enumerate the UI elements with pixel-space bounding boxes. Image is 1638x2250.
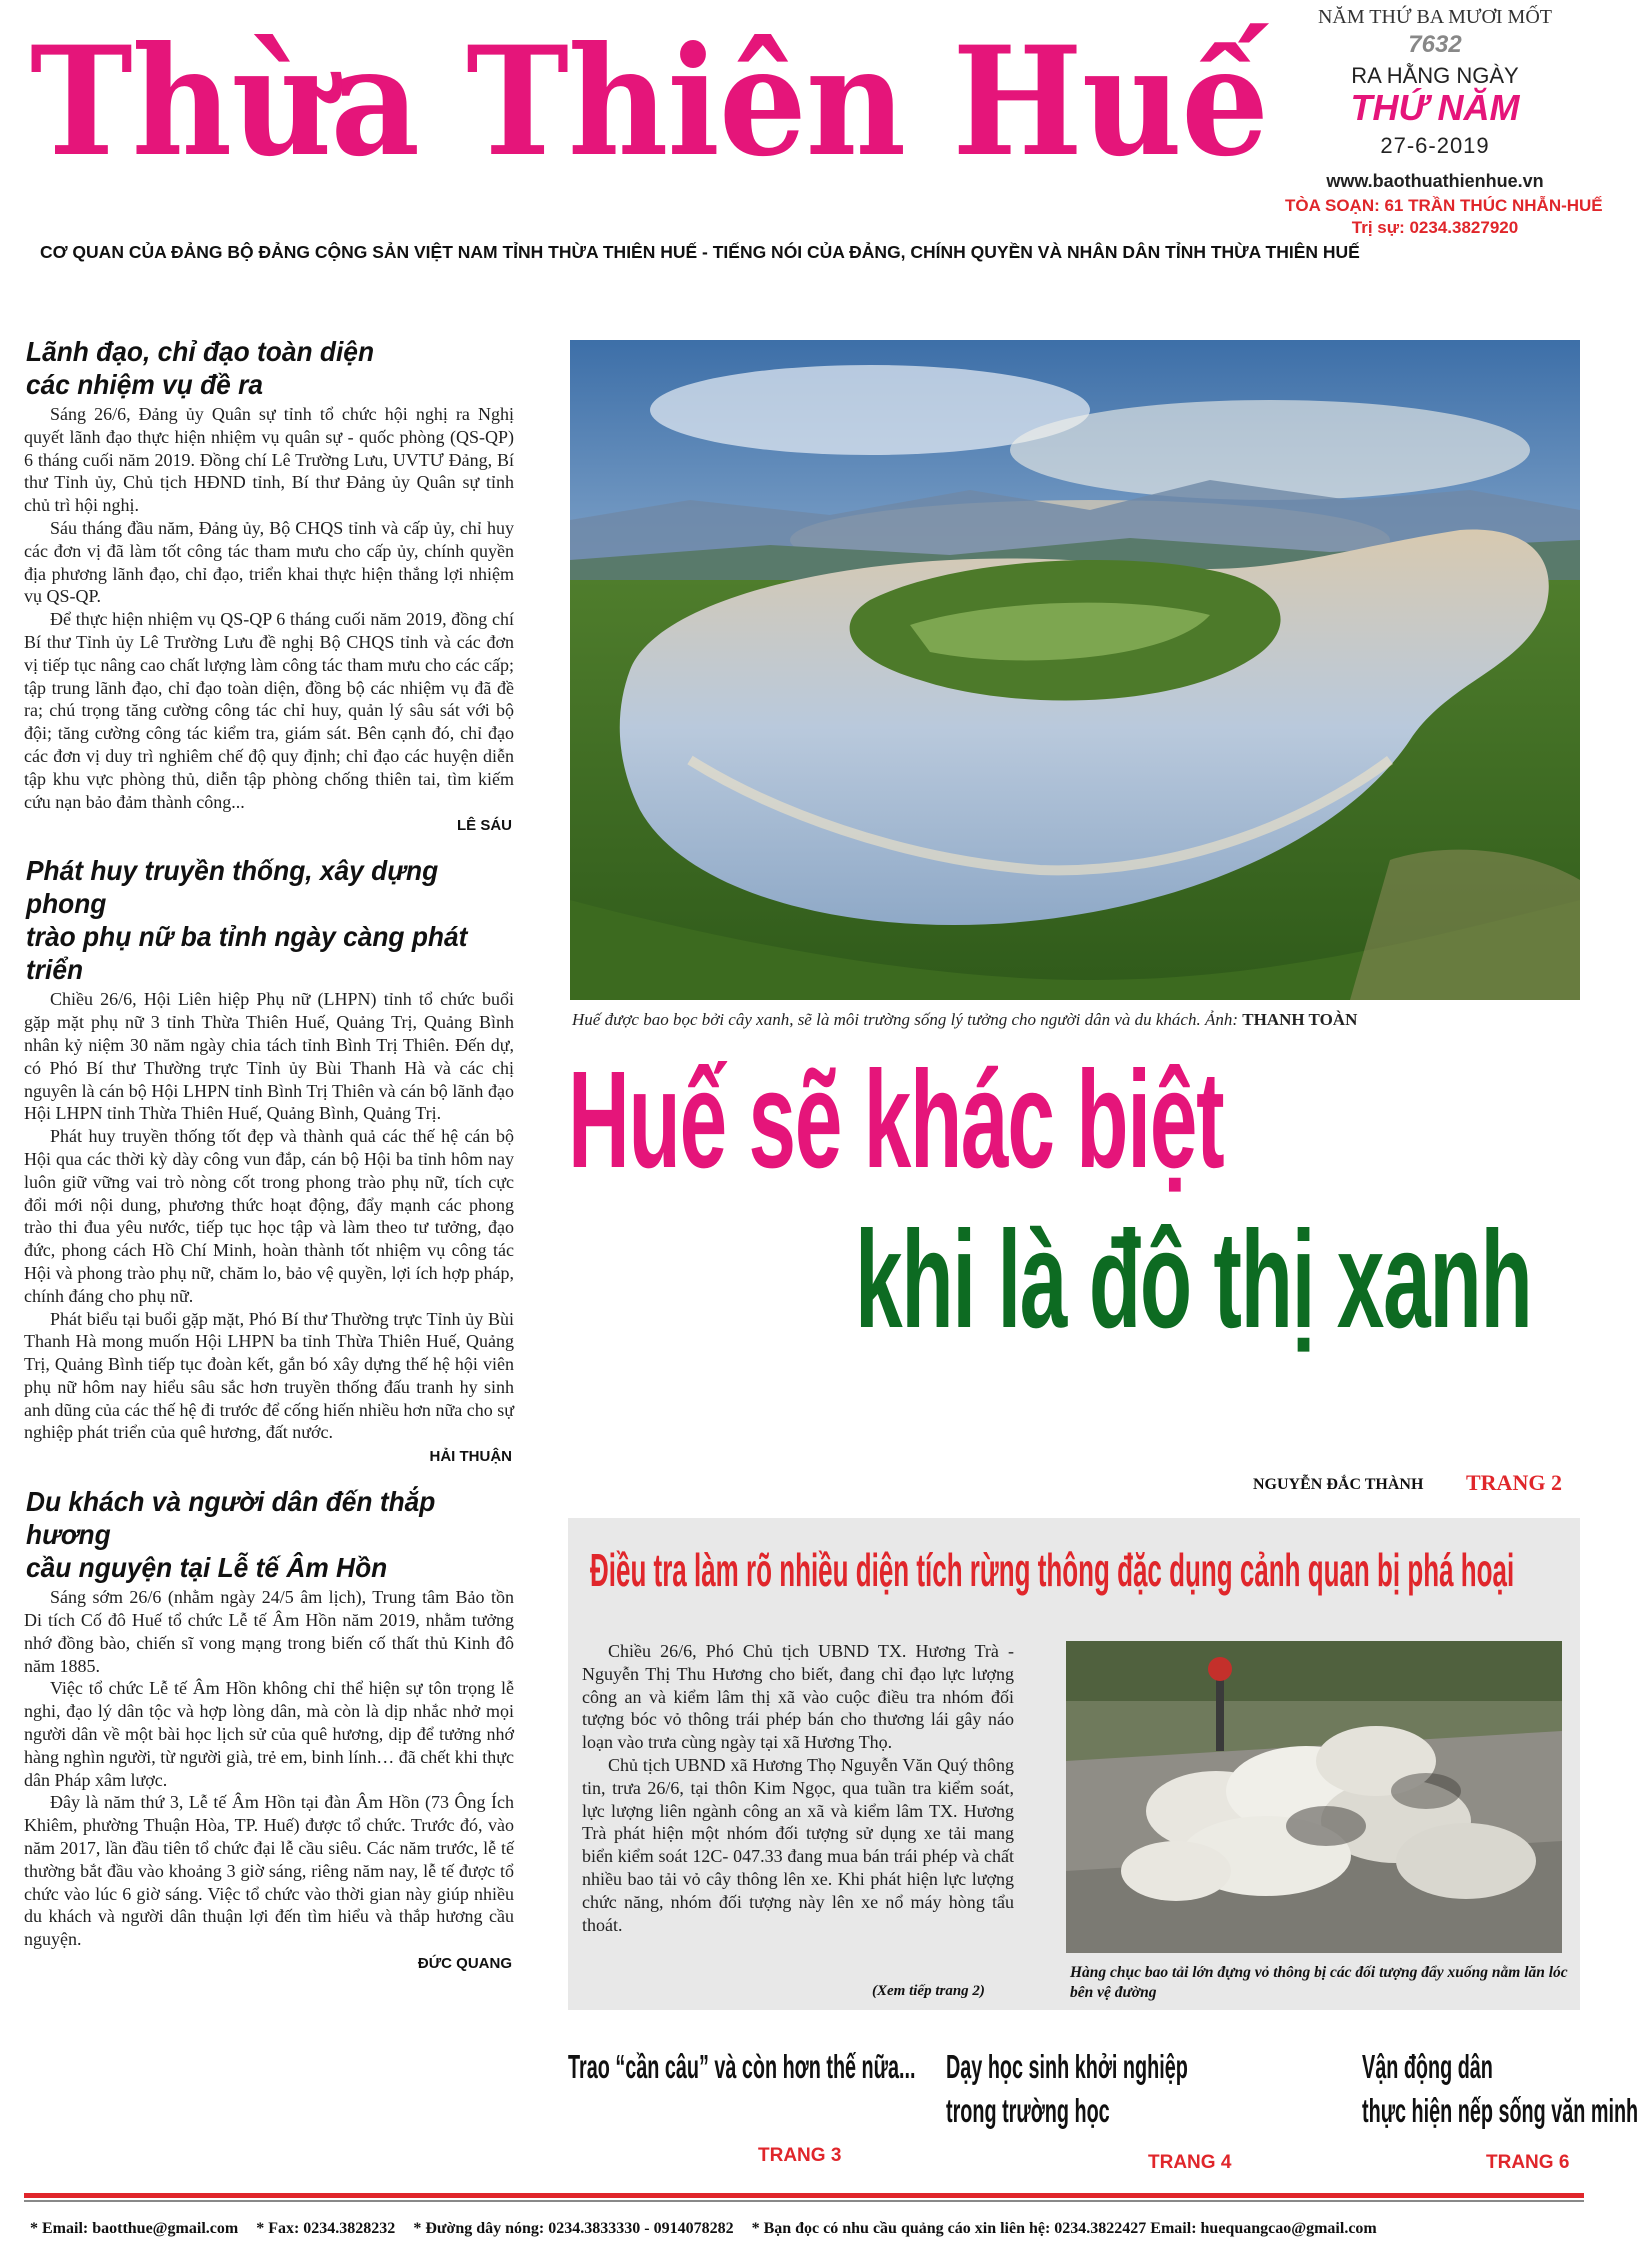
article-author: HẢI THUẬN (429, 1448, 512, 1466)
article (24, 854, 514, 1465)
photo-credit: THANH TOÀN (1242, 1010, 1358, 1029)
article-title[interactable] (26, 854, 485, 986)
teaser-line: Dạy học sinh khởi nghiệp (946, 2048, 1188, 2085)
masthead-tagline: CƠ QUAN CỦA ĐẢNG BỘ ĐẢNG CỘNG SẢN VIỆT NAM TỈNH THỪA THIÊN HUẾ - TIẾNG NÓI CỦA ĐẢNG, CHÍNH QUYỀN VÀ NHÂN DÂN TỈNH THỪA THIÊN HUẾ (40, 242, 1360, 262)
teaser-line: thực hiện nếp sống văn minh (1362, 2092, 1638, 2129)
issue-weekday: THỨ NĂM (1350, 87, 1520, 128)
article-title[interactable] (26, 1485, 485, 1584)
article-title-line: Lãnh đạo, chỉ đạo toàn diện (26, 336, 375, 367)
lead-headline-line2[interactable]: khi là đô thị xanh (855, 1203, 1532, 1357)
photo-caption (572, 1010, 1582, 1030)
issue-frequency: RA HẰNG NGÀY (1351, 63, 1519, 88)
river-landscape-photo[interactable] (570, 340, 1580, 1000)
article-author: ĐỨC QUANG (417, 1955, 512, 1973)
story-paragraph: Chiều 26/6, Phó Chủ tịch UBND TX. Hương Trà - Nguyễn Thị Thu Hương cho biết, đang chỉ đạo lực lượng công an và kiểm lâm thị xã vào cuộc điều tra nhóm đối tượng bóc vỏ thông trái phép bán cho thương lái gây náo loạn vào trưa cùng ngày tại xã Hương Thọ. (582, 1641, 1014, 1753)
teaser-page-ref[interactable]: TRANG 4 (1148, 2152, 1232, 2173)
article-paragraph: Phát biểu tại buổi gặp mặt, Phó Bí thư Thường trực Tỉnh ủy Bùi Thanh Hà mong muốn Hội LHPN ba tỉnh Thừa Thiên Huế, Quảng Trị, Quảng Bình tiếp tục đoàn kết, gắn bó xây dựng thế hệ hội viên phụ nữ hôm nay hiểu sâu sắc hơn truyền thống đấu tranh hy sinh anh dũng của các thế hệ đi trước để cống hiến nhiều hơn nữa cho sự nghiệp phát triển của quê hương, đất nước. (24, 1308, 514, 1443)
article-paragraph: Đây là năm thứ 3, Lễ tế Âm Hồn tại đàn Âm Hồn (73 Ông Ích Khiêm, phường Thuận Hòa, TP. Huế) được tổ chức. Trước đó, vào năm 2017, lần đầu tiên tổ chức đại lễ cầu siêu. Các năm trước, lễ tế thường bắt đầu vào khoảng 3 giờ sáng, riêng năm nay, lễ tế được tổ chức vào lúc 6 giờ sáng. Việc tổ chức vào thời gian này giúp nhiều du khách và người dân thuận lợi đến tìm hiểu và thắp hương cầu nguyện. (24, 1792, 514, 1950)
teaser-line: trong trường học (946, 2092, 1110, 2129)
story-photo-caption: Hàng chục bao tải lớn đựng vỏ thông bị các đối tượng đẩy xuống nằm lăn lóc bên vệ đường (1070, 1964, 1568, 2001)
issue-info (1285, 2, 1603, 272)
lead-headline-line1[interactable]: Huế sẽ khác biệt (568, 1043, 1224, 1197)
issue-year: NĂM THỨ BA MƯƠI MỐT (1317, 6, 1552, 28)
teaser-title[interactable] (1362, 2045, 1638, 2133)
article-paragraph: Sáng 26/6, Đảng ủy Quân sự tỉnh tổ chức hội nghị ra Nghị quyết lãnh đạo thực hiện nhiệm vụ quân sự - quốc phòng (QS-QP) 6 tháng cuối năm 2019. Đồng chí Lê Trường Lưu, UVTƯ Đảng, Bí thư Tỉnh ủy, Chủ tịch HĐND tỉnh, Bí thư Đảng ủy Quân sự tỉnh chủ trì hội nghị. (24, 404, 514, 516)
footer-divider (24, 2193, 1584, 2198)
footer-hotline: * Đường dây nóng: 0234.3833330 - 0914078282 (413, 2220, 734, 2237)
story-body (582, 1640, 1014, 1936)
footer-contacts (30, 2220, 1590, 2238)
article-body (24, 1586, 514, 1951)
lead-author: NGUYỄN ĐẮC THÀNH (1253, 1476, 1424, 1493)
newspaper-title: Thừa Thiên Huế (30, 14, 1269, 190)
website-link[interactable]: www.baothuathienhue.vn (1326, 171, 1544, 191)
teaser-line: Vận động dân (1362, 2048, 1493, 2085)
footer-divider (24, 2200, 1584, 2202)
caption-text: Huế được bao bọc bởi cây xanh, sẽ là môi trường sống lý tưởng cho người dân và du khách. Ảnh: (572, 1010, 1243, 1029)
article-paragraph: Để thực hiện nhiệm vụ QS-QP 6 tháng cuối năm 2019, đồng chí Bí thư Tỉnh ủy Lê Trường Lưu đề nghị Bộ CHQS tỉnh và các đơn vị tiếp tục nâng cao chất lượng làm công tác tham mưu cho các cấp; tập trung lãnh đạo, chỉ đạo toàn diện, đồng bộ các nhiệm vụ đã đề ra; chú trọng tăng cường công tác chỉ huy, quản lý sâu sát với bộ đội; tăng cường công tác kiểm tra, giám sát. Bên cạnh đó, chỉ đạo các đơn vị duy trì nghiêm chế độ quy định; chỉ đạo các huyện diễn tập khu vực phòng thủ, diễn tập phòng chống thiên tai, tìm kiếm cứu nạn bảo đảm thành công... (24, 609, 514, 812)
article-title-line: Du khách và người dân đến thắp hương (26, 1486, 436, 1551)
article-author: LÊ SÁU (456, 817, 512, 835)
article-paragraph: Chiều 26/6, Hội Liên hiệp Phụ nữ (LHPN) tỉnh tổ chức buổi gặp mặt phụ nữ 3 tỉnh Thừa Thiên Huế, Quảng Trị, Quảng Bình nhân kỷ niệm 30 năm ngày chia tách tỉnh Bình Trị Thiên. Đến dự, có Phó Bí thư Thường trực Tỉnh ủy Bùi Thanh Hà và các chị nguyên là cán bộ Hội LHPN tỉnh Bình Trị Thiên và cán bộ lãnh đạo Hội LHPN tỉnh Thừa Thiên Huế, Quảng Bình, Quảng Trị. (24, 989, 514, 1124)
article-paragraph: Việc tổ chức Lễ tế Âm Hồn không chỉ thể hiện sự tôn trọng lễ nghi, đạo lý dân tộc và hợp lòng dân, mà còn là dịp nhắc nhở mọi người dân về một bài học lịch sử của quê hương, dịp để tưởng nhớ hàng nghìn người, từ người già, trẻ em, binh lính… đã chết khi thực dân Pháp xâm lược. (24, 1678, 514, 1790)
story-paragraph: Chủ tịch UBND xã Hương Thọ Nguyễn Văn Quý thông tin, trưa 26/6, tại thôn Kim Ngọc, qua tuần tra kiểm soát, lực lượng liên ngành công an xã và kiểm lâm TX. Hương Trà phát hiện một nhóm đối tượng sử dụng xe tải mang biển kiểm soát 12C- 047.33 đang mua bán trái phép và chất nhiều bao tải vỏ cây thông lên xe. Khi phát hiện lực lượng chức năng, nhóm đối tượng này lên xe nổ máy hòng tẩu thoát. (582, 1754, 1014, 1935)
article-paragraph: Sáu tháng đầu năm, Đảng ủy, Bộ CHQS tỉnh và cấp ủy, chỉ huy các đơn vị đã làm tốt công tác tham mưu cho cấp ủy, chính quyền địa phương lãnh đạo, chỉ đạo, triển khai thực hiện thắng lợi nhiệm vụ QS-QP. (24, 517, 514, 607)
article-title-line: các nhiệm vụ đề ra (26, 369, 263, 400)
issue-number: 7632 (1408, 31, 1462, 58)
footer-fax: * Fax: 0234.3828232 (256, 2220, 396, 2237)
article-body (24, 403, 514, 813)
story-title[interactable]: Điều tra làm rõ nhiều diện tích rừng thông đặc dụng cảnh quan bị phá hoại (590, 1544, 1515, 1596)
teaser-title[interactable] (568, 2045, 916, 2089)
continued-link[interactable]: (Xem tiếp trang 2) (872, 1983, 985, 1999)
issue-date: 27-6-2019 (1380, 133, 1490, 158)
article-paragraph: Phát huy truyền thống tốt đẹp và thành quả các thế hệ cán bộ Hội qua các thời kỳ dày công vun đắp, cán bộ Hội ba tỉnh hôm nay luôn giữ vững vai trò nòng cốt trong phong trào phụ nữ, tích cực đổi mới nội dung, phương thức hoạt động, đẩy mạnh các phong trào thi đua yêu nước, tiếp tục học tập và làm theo tư tưởng, đạo đức, phong cách Hồ Chí Minh, hoàn thành tốt nhiệm vụ công tác Hội và phong trào phụ nữ, chăm lo, bảo vệ quyền, lợi ích hợp pháp, chính đáng cho phụ nữ. (24, 1126, 514, 1306)
article-title-line: Phát huy truyền thống, xây dựng phong (26, 855, 439, 920)
lead-page-ref[interactable]: TRANG 2 (1466, 1470, 1562, 1495)
office-address: TÒA SOẠN: 61 TRẦN THÚC NHẪN-HUẾ (1285, 196, 1603, 215)
left-column (24, 335, 514, 1992)
article-title[interactable] (26, 335, 485, 401)
article-title-line: cầu nguyện tại Lễ tế Âm Hồn (26, 1552, 388, 1584)
office-phone: Trị sự: 0234.3827920 (1351, 218, 1519, 237)
teaser-page-ref[interactable]: TRANG 3 (758, 2145, 842, 2166)
article (24, 335, 514, 834)
article-paragraph: Sáng sớm 26/6 (nhằm ngày 24/5 âm lịch), Trung tâm Bảo tồn Di tích Cố đô Huế tổ chức Lễ tế Âm Hồn năm 2019, nhằm tưởng nhớ đồng bào, chiến sĩ vong mạng trong biến cố thất thủ Kinh đô năm 1885. (24, 1587, 514, 1676)
teaser-line: Trao “cần câu” và còn hơn thế nữa... (568, 2048, 916, 2085)
article-title-line: trào phụ nữ ba tỉnh ngày càng phát triển (26, 921, 468, 986)
sacks-on-road-photo[interactable] (1066, 1641, 1562, 1953)
footer-ads: * Bạn đọc có nhu cầu quảng cáo xin liên hệ: 0234.3822427 Email: huequangcao@gmail.com (751, 2220, 1377, 2237)
footer-email[interactable]: * Email: baotthue@gmail.com (30, 2220, 239, 2237)
article-body (24, 988, 514, 1444)
teaser-title[interactable] (946, 2045, 1188, 2133)
teaser-page-ref[interactable]: TRANG 6 (1486, 2152, 1570, 2173)
article (24, 1485, 514, 1972)
